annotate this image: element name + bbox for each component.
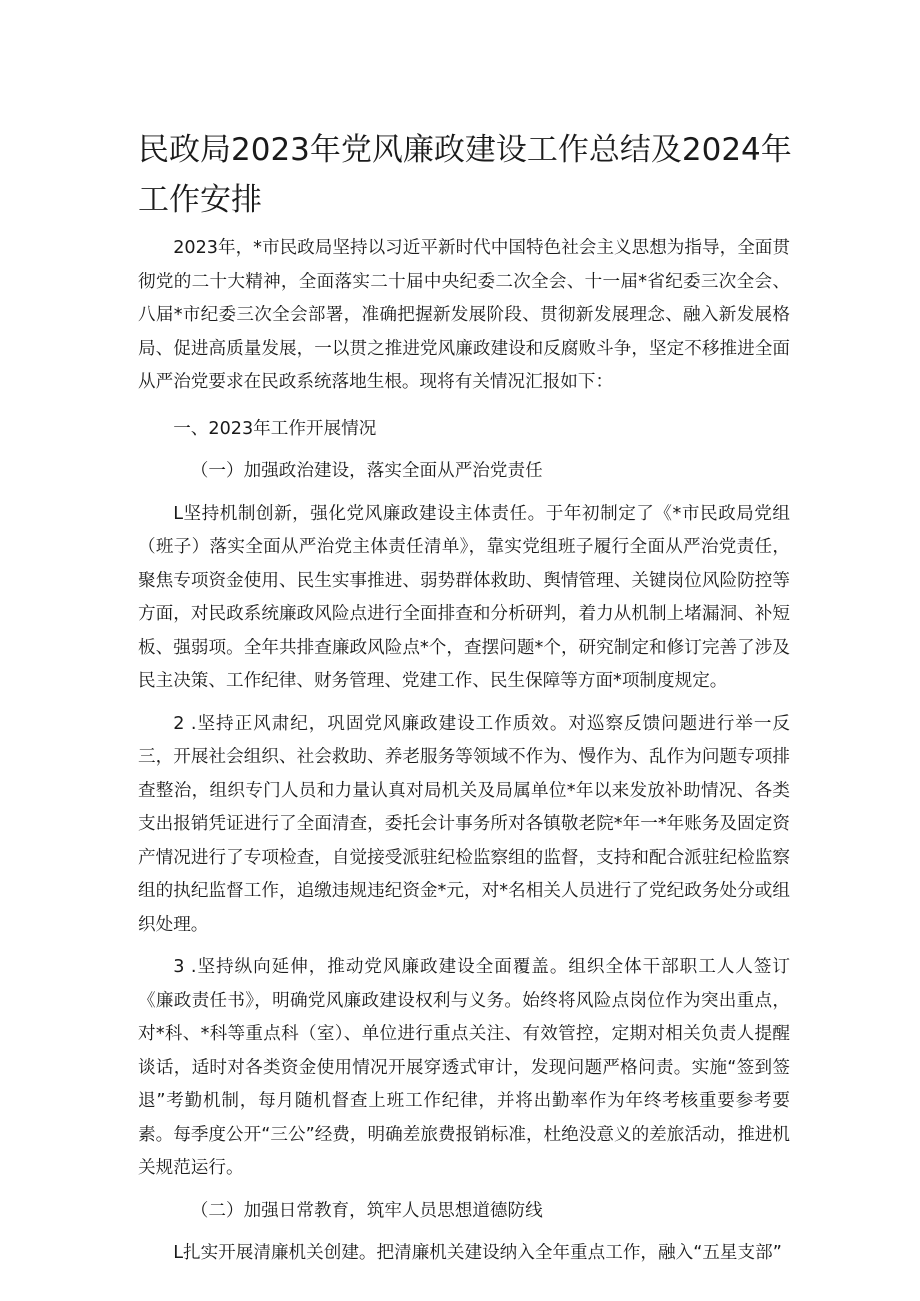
list-item: 3 .坚持纵向延伸，推动党风廉政建设全面覆盖。组织全体干部职工人人签订《廉政责任书》，明确党风廉政建设权利与义务。始终将风险点岗位作为突出重点，对*科、*科等重点科（室）、单位进行重点关注、有效管控，定期对相关负责人提醒谈话，适时对各类资金使用情况开展穿透式审计，发现问题严格问责。实施“签到签退”考勤机制，每月随机督查上班工作纪律，并将出勤率作为年终考核重要参考要素。每季度公开“三公”经费，明确差旅费报销标准，杜绝没意义的差旅活动，推进机关规范运行。 [138, 957, 790, 1178]
section-heading: 一、2023年工作开展情况 [173, 418, 377, 439]
subsection-heading: （一）加强政治建设，落实全面从严治党责任 [190, 461, 543, 481]
list-item: L扎实开展清廉机关创建。把清廉机关建设纳入全年重点工作，融入“五星支部” [173, 1243, 782, 1263]
document-title: 民政局2023年党风廉政建设工作总结及2024年工作安排 [138, 132, 792, 218]
list-item: L坚持机制创新，强化党风廉政建设主体责任。于年初制定了《*市民政局党组（班子）落实全面从严治党主体责任清单》，靠实党组班子履行全面从严治党责任，聚焦专项资金使用、民生实事推进、弱势群体救助、舆情管理、关键岗位风险防控等方面，对民政系统廉政风险点进行全面排查和分析研判，着力从机制上堵漏洞、补短板、强弱项。全年共排查廉政风险点*个，查摆问题*个，研究制定和修订完善了涉及民主决策、工作纪律、财务管理、党建工作、民生保障等方面*项制度规定。 [138, 503, 790, 691]
document-body [138, 232, 790, 1271]
subsection-heading: （二）加强日常教育，筑牢人员思想道德防线 [190, 1200, 543, 1221]
list-item: 2 .坚持正风肃纪，巩固党风廉政建设工作质效。对巡察反馈问题进行举一反三，开展社会组织、社会救助、养老服务等领域不作为、慢作为、乱作为问题专项排查整治，组织专门人员和力量认真对局机关及局属单位*年以来发放补助情况、各类支出报销凭证进行了全面清查，委托会计事务所对各镇敬老院*年一*年账务及固定资产情况进行了专项检查，自觉接受派驻纪检监察组的监督，支持和配合派驻纪检监察组的执纪监督工作，追缴违规违纪资金*元，对*名相关人员进行了党纪政务处分或组织处理。 [138, 713, 790, 935]
intro-paragraph: 2023年，*市民政局坚持以习近平新时代中国特色社会主义思想为指导，全面贯彻党的二十大精神，全面落实二十届中央纪委二次全会、十一届*省纪委三次全会、八届*市纪委三次全会部署，准确把握新发展阶段、贯彻新发展理念、融入新发展格局、促进高质量发展，一以贯之推进党风廉政建设和反腐败斗争，坚定不移推进全面从严治党要求在民政系统落地生根。现将有关情况汇报如下： [138, 238, 790, 392]
